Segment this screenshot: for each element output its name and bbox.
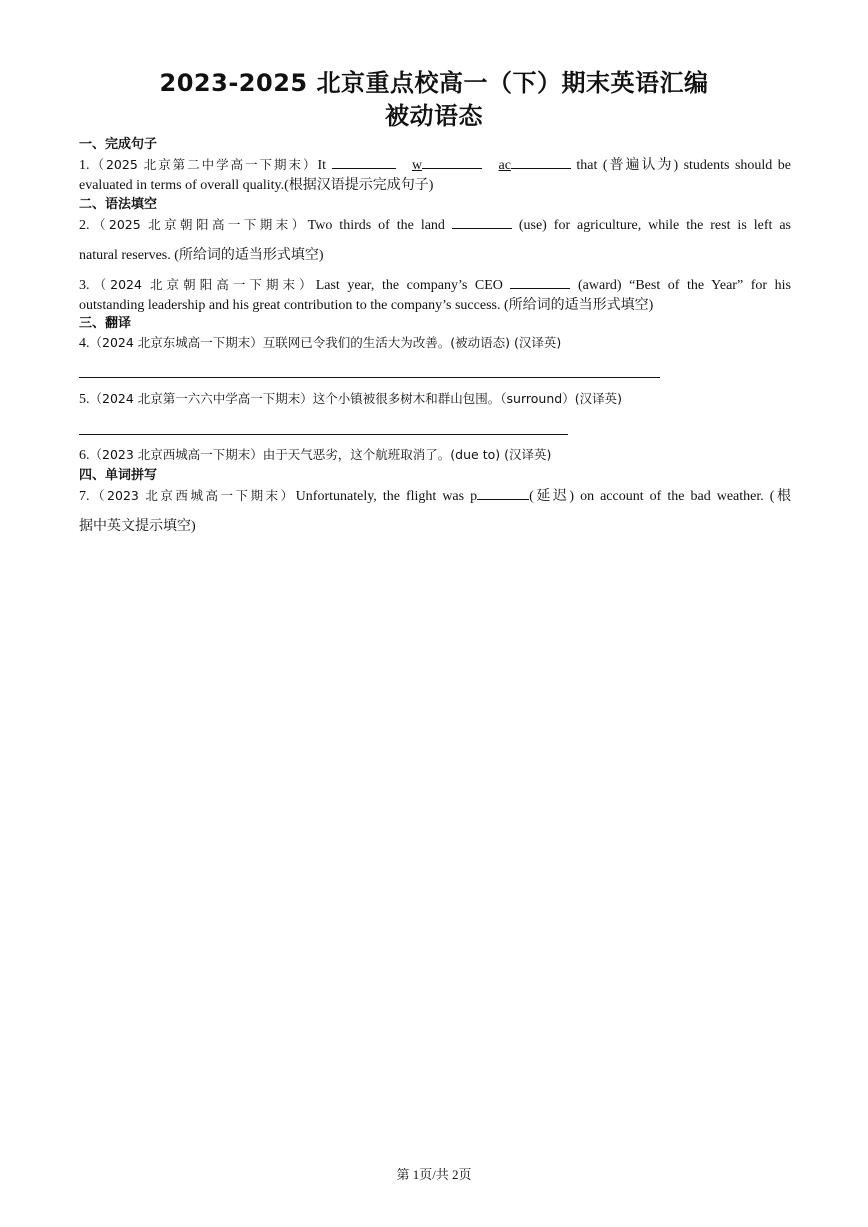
question-text: 由于天气恶劣，这个航班取消了。(due to) (汉译英) [262, 447, 552, 462]
question-2-line-2: natural reserves. (所给词的适当形式填空) [79, 248, 324, 263]
question-source: （2024 北京朝阳高一下期末） [89, 277, 316, 292]
question-text: 互联网已令我们的生活大为改善。(被动语态) (汉译英) [262, 335, 562, 350]
answer-line[interactable] [79, 434, 568, 435]
question-number: 6. [79, 448, 90, 463]
question-1 [79, 154, 791, 196]
question-source: （2025 北京第二中学高一下期末） [89, 157, 318, 172]
question-number: 4. [79, 336, 90, 351]
question-text: that (普遍认为) students should be [570, 158, 791, 173]
hint-letters-ac: ac [498, 158, 511, 173]
question-source: （2024 北京东城高一下期末） [89, 335, 263, 350]
question-2-line-1 [79, 214, 791, 236]
question-7-line-2: 据中英文提示填空) [79, 519, 196, 534]
answer-blank[interactable] [510, 274, 570, 289]
question-number: 3. [79, 278, 90, 293]
question-3-line-1 [79, 274, 791, 296]
question-2 [79, 214, 791, 266]
question-source: （2024 北京第一六六中学高一下期末） [89, 391, 313, 406]
question-6 [79, 445, 791, 466]
question-text: Unfortunately, the flight was p [295, 489, 478, 504]
question-number: 5. [79, 392, 90, 407]
question-text: Two thirds of the land [307, 218, 452, 233]
question-3 [79, 274, 791, 316]
question-number: 1. [79, 158, 90, 173]
section-heading-3: 三、翻译 [79, 316, 132, 331]
question-3-line-2: outstanding leadership and his great contribution to the company’s success. (所给词的适当形式填空) [79, 298, 654, 313]
document-subtitle: 被动语态 [385, 102, 483, 130]
section-heading-1: 一、完成句子 [79, 137, 158, 152]
answer-blank[interactable] [511, 154, 571, 169]
hint-letter-w: w [411, 158, 423, 173]
question-4 [79, 333, 791, 354]
answer-blank[interactable] [422, 154, 482, 169]
question-1-line-1 [79, 154, 791, 176]
question-number: 2. [79, 218, 90, 233]
page-number: 第 1页/共 2页 [396, 1167, 472, 1182]
question-source: （2023 北京西城高一下期末） [89, 447, 263, 462]
question-text: (延迟) on account of the bad weather. (根 [529, 489, 791, 504]
answer-blank[interactable] [477, 485, 529, 500]
question-text: Last year, the company’s CEO [315, 278, 511, 293]
question-7-line-1 [79, 485, 791, 507]
question-text: It [317, 158, 332, 173]
document-title: 2023-2025 北京重点校高一（下）期末英语汇编 [159, 69, 709, 97]
section-heading-2: 二、语法填空 [79, 197, 158, 212]
answer-line[interactable] [79, 377, 660, 378]
question-source: （2025 北京朝阳高一下期末） [89, 217, 308, 232]
question-number: 7. [79, 489, 90, 504]
answer-blank[interactable] [452, 214, 512, 229]
question-7 [79, 485, 791, 537]
question-1-line-2: evaluated in terms of overall quality.(根据汉语提示完成句子) [79, 178, 434, 193]
question-5 [79, 389, 791, 410]
question-source: （2023 北京西城高一下期末） [89, 488, 296, 503]
answer-blank[interactable] [332, 154, 396, 169]
section-heading-4: 四、单词拼写 [79, 468, 158, 483]
question-text: (award) “Best of the Year” for his [570, 278, 791, 293]
question-text: 这个小镇被很多树木和群山包围。（surround）(汉译英) [312, 391, 622, 406]
question-text: (use) for agriculture, while the rest is left as [511, 218, 791, 233]
